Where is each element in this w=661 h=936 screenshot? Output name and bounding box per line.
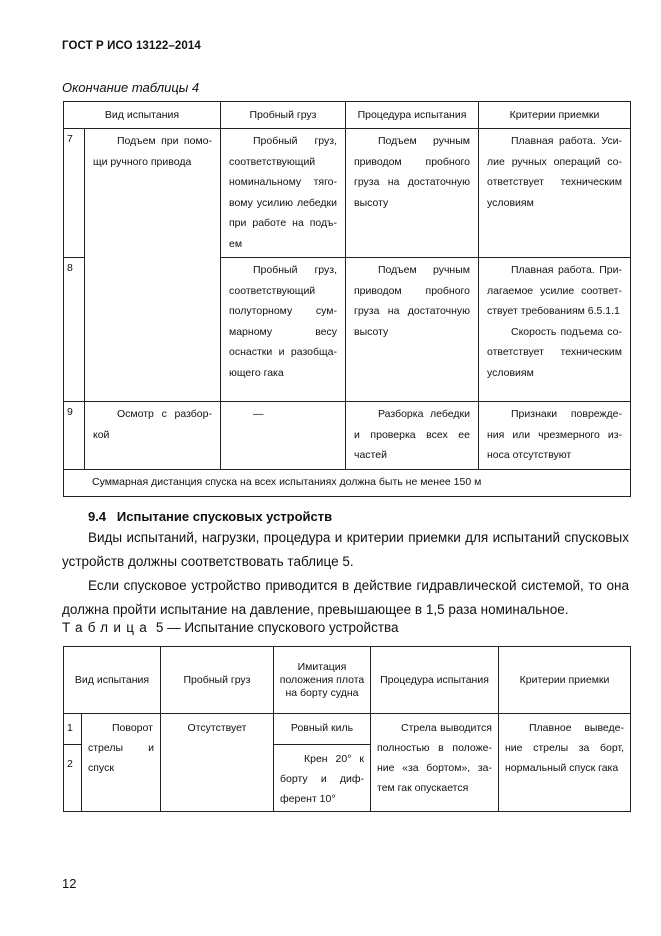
criteria-cell	[479, 258, 631, 402]
row-number: 1	[64, 714, 82, 745]
criteria-extra-text: Скорость подъема со-ответствует техническим условиям	[487, 325, 622, 379]
simulation-cell: Ровный киль	[274, 714, 371, 745]
table-row	[64, 402, 631, 470]
procedure-cell: Подъем ручным приводом пробного груза на достаточную высоту	[346, 258, 479, 402]
page-number: 12	[62, 876, 77, 891]
table-row	[64, 129, 631, 258]
load-cell: —	[221, 402, 346, 470]
load-cell: Пробный груз, соответствующий полуторному сум-марному весу оснастки и разобща-ющего гака	[221, 258, 346, 402]
table-4-header-row	[64, 102, 631, 129]
test-type-cell: Поворот стрелы и спуск	[82, 714, 161, 812]
procedure-cell: Стрела выводится полностью в положе-ние «за бортом», за-тем гак опускается	[371, 714, 499, 812]
procedure-cell: Разборка лебедки и проверка всех ее частей	[346, 402, 479, 470]
simulation-cell: Крен 20° к борту и диф-ферент 10°	[274, 745, 371, 812]
section-number: 9.4	[88, 509, 107, 524]
section-title: Испытание спусковых устройств	[116, 509, 333, 524]
table-5	[63, 646, 631, 812]
table-5-col-simulation: Имитация положения плота на борту судна	[274, 647, 371, 714]
table-5-caption-number: 5	[155, 620, 164, 635]
table-5-col-procedure: Процедура испытания	[371, 647, 499, 714]
table-4-caption: Окончание таблицы 4	[62, 80, 200, 95]
table-5-caption-title: — Испытание спускового устройства	[167, 620, 399, 635]
test-type-cell: Осмотр с разбор-кой	[85, 402, 221, 470]
table-4-col-load: Пробный груз	[221, 102, 346, 129]
row-number: 7	[64, 129, 85, 258]
table-4-col-criteria: Критерии приемки	[479, 102, 631, 129]
table-5-caption-label: Таблица	[62, 620, 153, 635]
row-number: 2	[64, 745, 82, 812]
row-number: 9	[64, 402, 85, 470]
criteria-cell: Плавное выведе-ние стрелы за борт, нормальный спуск гака	[499, 714, 631, 812]
table-row	[64, 714, 631, 745]
table-5-caption	[62, 620, 399, 635]
test-type-cell: Подъем при помо-щи ручного привода	[85, 129, 221, 402]
table-5-col-test-type: Вид испытания	[64, 647, 161, 714]
table-4	[63, 101, 631, 497]
paragraph: Виды испытаний, нагрузки, процедура и критерии приемки для испытаний спусковых устройств должны соответствовать таблице 5.	[62, 530, 629, 569]
table-5-col-criteria: Критерии приемки	[499, 647, 631, 714]
criteria-cell: Признаки поврежде-ния или чрезмерного из-носа отсутствуют	[479, 402, 631, 470]
table-4-col-procedure: Процедура испытания	[346, 102, 479, 129]
load-cell: Отсутствует	[161, 714, 274, 812]
load-cell: Пробный груз, соответствующий номинальному тяго-вому усилию лебедки при работе на подъ-ем	[221, 129, 346, 258]
paragraph: Если спусковое устройство приводится в действие гидравлической системой, то она должна пройти испытание на давление, превышающее в 1,5 раза номинальное.	[62, 578, 629, 617]
table-5-col-load: Пробный груз	[161, 647, 274, 714]
table-5-header-row	[64, 647, 631, 714]
table-summary-row	[64, 469, 631, 496]
table-4-col-test-type: Вид испытания	[64, 102, 221, 129]
document-code-header: ГОСТ Р ИСО 13122–2014	[62, 40, 201, 52]
section-heading	[88, 509, 332, 524]
summary-cell: Суммарная дистанция спуска на всех испытаниях должна быть не менее 150 м	[64, 469, 631, 496]
procedure-cell: Подъем ручным приводом пробного груза на достаточную высоту	[346, 129, 479, 258]
row-number: 8	[64, 258, 85, 402]
criteria-text: Плавная работа. При-лагаемое усилие соответ-ствует требованиям 6.5.1.1	[487, 264, 622, 317]
criteria-cell: Плавная работа. Уси-лие ручных операций со-ответствует техническим условиям	[479, 129, 631, 258]
